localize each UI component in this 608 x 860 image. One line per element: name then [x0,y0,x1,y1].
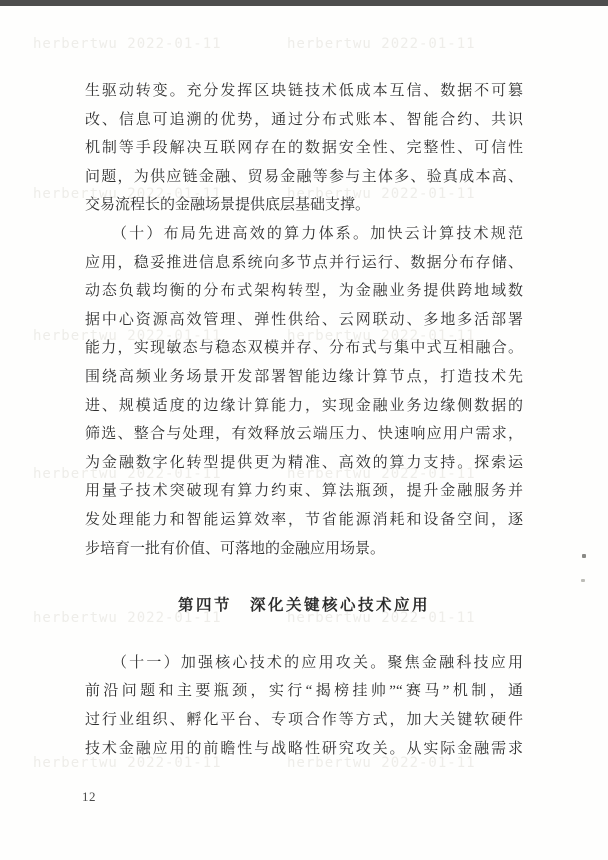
text-line-paragraph-start: （十一）加强核心技术的应用攻关。聚焦金融科技应用 [85,654,523,671]
scan-top-edge-band [0,0,608,6]
text-line: 动态负载均衡的分布式架构转型，为金融业务提供跨地域数 [85,283,523,300]
text-line: 用量子技术突破现有算力约束、算法瓶颈，提升金融服务并 [85,483,523,500]
text-line: 筛选、整合与处理，有效释放云端压力、快速响应用户需求， [85,426,523,443]
watermark-text: herbertwu 2022-01-11 [287,755,476,771]
text-line: 围绕高频业务场景开发部署智能边缘计算节点，打造技术先 [85,368,523,385]
text-line: 机制等手段解决互联网存在的数据安全性、完整性、可信性 [85,140,523,157]
text-line: 前沿问题和主要瓶颈，实行“揭榜挂帅”“赛马”机制，通 [85,683,523,700]
watermark-text: herbertwu 2022-01-11 [287,36,476,52]
watermark-text: herbertwu 2022-01-11 [287,466,476,482]
watermark-text: herbertwu 2022-01-11 [33,610,222,626]
scan-speck [581,579,585,582]
watermark-text: herbertwu 2022-01-11 [33,755,222,771]
text-line: 应用，稳妥推进信息系统向多节点并行运行、数据分布存储、 [85,254,523,271]
watermark-text: herbertwu 2022-01-11 [33,328,222,344]
text-line-paragraph-start: （十）布局先进高效的算力体系。加快云计算技术规范 [85,225,523,242]
watermark-text: herbertwu 2022-01-11 [33,186,222,202]
text-line: 进、规模适度的边缘计算能力，实现金融业务边缘侧数据的 [85,397,523,414]
watermark-text: herbertwu 2022-01-11 [33,36,222,52]
page-number: 12 [82,789,96,804]
text-line: 过行业组织、孵化平台、专项合作等方式，加大关键软硬件 [85,712,523,729]
watermark-text: herbertwu 2022-01-11 [287,186,476,202]
scan-speck [582,554,586,558]
text-line: 改、信息可追溯的优势，通过分布式账本、智能合约、共识 [85,111,523,128]
text-line: 据中心资源高效管理、弹性供给、云网联动、多地多活部署 [85,311,523,328]
text-line: 发处理能力和智能运算效率，节省能源消耗和设备空间，逐 [85,511,523,528]
watermark-text: herbertwu 2022-01-11 [33,466,222,482]
section-heading: 第四节 深化关键核心技术应用 [177,596,430,614]
text-line-paragraph-end: 步培育一批有价值、可落地的金融应用场景。 [85,540,386,557]
text-line: 能力，实现敏态与稳态双模并存、分布式与集中式互相融合。 [85,340,523,357]
document-text-block [85,77,523,763]
text-line: 技术金融应用的前瞻性与战略性研究攻关。从实际金融需求 [85,740,523,757]
text-line: 生驱动转变。充分发挥区块链技术低成本互信、数据不可篡 [85,83,523,99]
text-line: 为金融数字化转型提供更为精准、高效的算力支持。探索运 [85,454,523,471]
watermark-text: herbertwu 2022-01-11 [287,328,476,344]
text-line: 问题，为供应链金融、贸易金融等参与主体多、验真成本高、 [85,168,523,185]
text-line-paragraph-end: 交易流程长的金融场景提供底层基础支撑。 [85,197,371,214]
watermark-text: herbertwu 2022-01-11 [287,610,476,626]
